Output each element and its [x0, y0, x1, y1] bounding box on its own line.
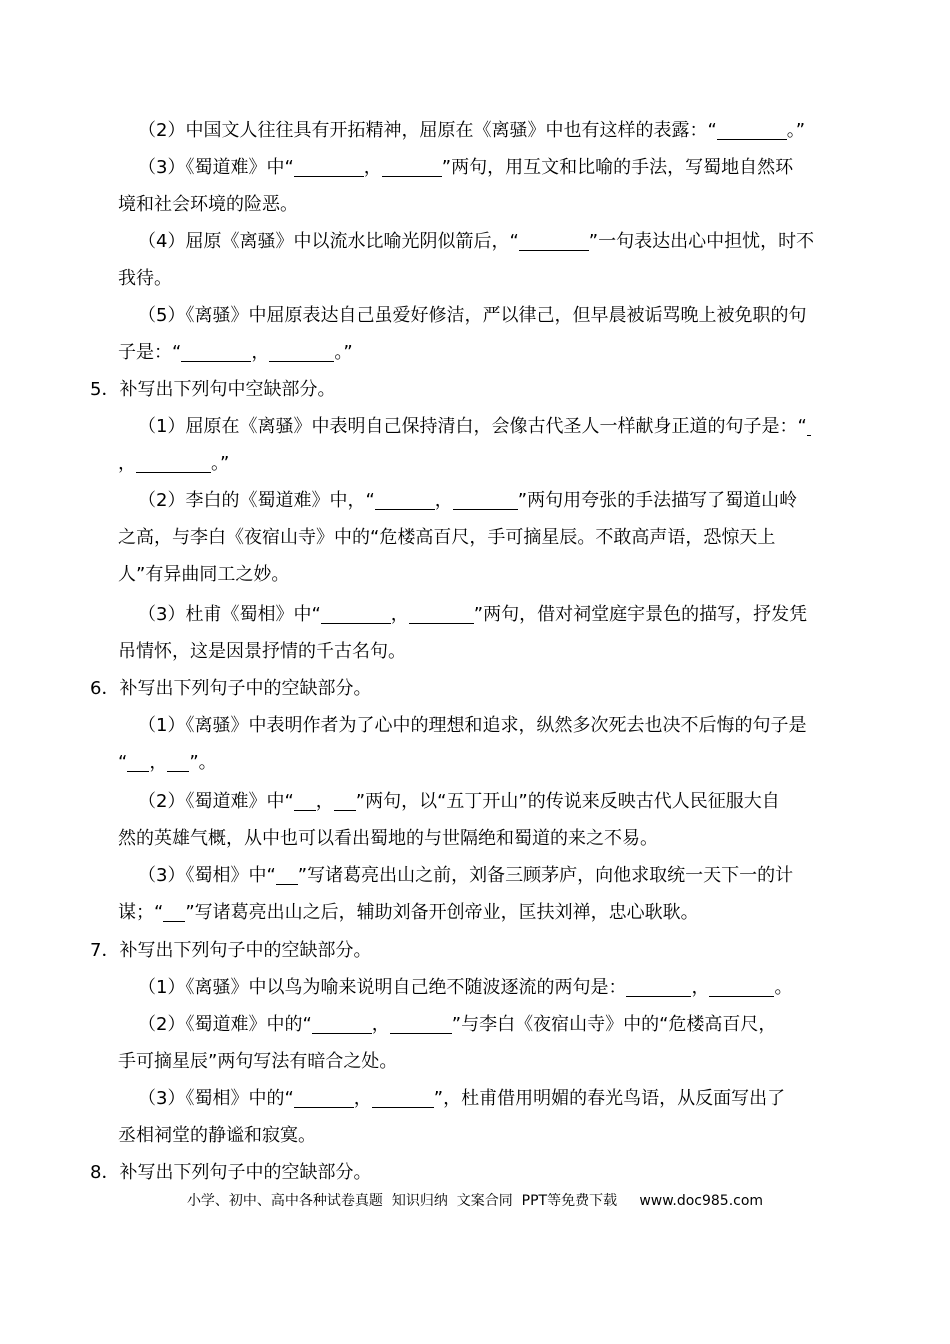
question-item-line: [138, 596, 863, 633]
text-segment: ”。: [189, 752, 217, 773]
text-segment: 境和社会环境的险恶。: [118, 194, 298, 215]
text-segment: 之高，与李白《夜宿山寺》中的“危楼高百尺，手可摘星辰。不敢高声语，恐惊天上: [118, 527, 776, 548]
text-segment: ”两句，用互文和比喻的手法，写蜀地自然环: [441, 157, 794, 178]
question-item-line: [138, 223, 863, 260]
text-segment: （5）《离骚》中屈原表达自己虽爱好修洁，严以律己，但早晨被诟骂晚上被免职的句: [138, 305, 807, 326]
answer-blank[interactable]: [294, 790, 316, 811]
answer-blank[interactable]: [409, 603, 474, 624]
text-segment: 子是：“: [118, 342, 182, 363]
text-segment: 。”: [334, 342, 353, 363]
question-item-line: [138, 1006, 863, 1043]
text-segment: 丞相祠堂的静谧和寂寞。: [118, 1125, 316, 1146]
text-segment: ，: [353, 1088, 372, 1109]
text-segment: ”一句表达出心中担忧，时不: [588, 231, 815, 252]
question-heading-line: [90, 932, 371, 969]
answer-blank[interactable]: [321, 603, 391, 624]
text-segment: （1）屈原在《离骚》中表明自己保持清白，会像古代圣人一样献身正道的句子是：“: [138, 416, 807, 437]
text-segment: （1）《离骚》中以鸟为喻来说明自己绝不随波逐流的两句是：: [138, 977, 627, 998]
answer-blank[interactable]: [807, 415, 811, 436]
text-segment: （3）《蜀相》中的“: [138, 1088, 294, 1109]
question-item-line: [118, 556, 289, 593]
question-item-line: [118, 894, 699, 931]
text-segment: 然的英雄气概，从中也可以看出蜀地的与世隔绝和蜀道的来之不易。: [118, 828, 658, 849]
text-segment: 谋；“: [118, 902, 164, 923]
answer-blank[interactable]: [276, 864, 298, 885]
question-item-line: [118, 820, 658, 857]
question-item-line: [138, 149, 863, 186]
text-segment: 手可摘星辰”两句写法有暗合之处。: [118, 1051, 398, 1072]
question-item-line: [118, 260, 172, 297]
text-segment: （2）《蜀道难》中的“: [138, 1014, 312, 1035]
question-heading-line: [90, 670, 371, 707]
question-item-line: [118, 334, 353, 371]
text-segment: ”写诸葛亮出山之前，刘备三顾茅庐，向他求取统一天下一的计: [297, 865, 794, 886]
text-segment: ”两句，借对祠堂庭宇景色的描写，抒发凭: [473, 604, 808, 625]
question-item-line: [118, 1117, 316, 1154]
text-segment: （2）《蜀道难》中“: [138, 791, 294, 812]
text-segment: ”写诸葛亮出山之后，辅助刘备开创帝业，匡扶刘禅，忠心耿耿。: [185, 902, 699, 923]
text-segment: （1）《离骚》中表明作者为了心中的理想和追求，纵然多次死去也决不后悔的句子是: [138, 715, 807, 736]
question-item-line: [138, 707, 863, 744]
text-segment: 。”: [786, 120, 806, 141]
text-segment: ，: [363, 157, 382, 178]
text-segment: 我待。: [118, 268, 172, 289]
question-item-line: [118, 445, 229, 482]
answer-blank[interactable]: [312, 1013, 372, 1034]
question-heading-line: [90, 1154, 371, 1191]
text-segment: 人”有异曲同工之妙。: [118, 564, 290, 585]
question-item-line: [138, 857, 863, 894]
text-segment: ”，杜甫借用明媚的春光鸟语，从反面写出了: [433, 1088, 786, 1109]
answer-blank[interactable]: [375, 489, 435, 510]
answer-blank[interactable]: [709, 976, 774, 997]
text-segment: （4）屈原《离骚》中以流水比喻光阴似箭后，“: [138, 231, 519, 252]
text-segment: ，: [691, 977, 710, 998]
answer-blank[interactable]: [181, 341, 251, 362]
answer-blank[interactable]: [626, 976, 691, 997]
question-item-line: [138, 112, 863, 149]
text-segment: ，: [118, 453, 136, 474]
answer-blank[interactable]: [163, 901, 185, 922]
text-segment: （3）杜甫《蜀相》中“: [138, 604, 321, 625]
text-segment: 6．补写出下列句子中的空缺部分。: [90, 678, 372, 699]
text-segment: ”与李白《夜宿山寺》中的“危楼高百尺，: [451, 1014, 777, 1035]
answer-blank[interactable]: [269, 341, 334, 362]
answer-blank[interactable]: [334, 790, 356, 811]
text-segment: （2）中国文人往往具有开拓精神，屈原在《离骚》中也有这样的表露：“: [138, 120, 717, 141]
question-item-line: [118, 633, 406, 670]
question-item-line: [118, 186, 298, 223]
answer-blank[interactable]: [294, 156, 364, 177]
question-item-line: [138, 969, 863, 1006]
text-segment: 5．补写出下列句中空缺部分。: [90, 379, 336, 400]
answer-blank[interactable]: [127, 751, 149, 772]
question-item-line: [138, 1080, 863, 1117]
question-item-line: [138, 783, 863, 820]
text-segment: 吊情怀，这是因景抒情的千古名句。: [118, 641, 406, 662]
question-item-line: [118, 744, 217, 781]
text-segment: ，: [371, 1014, 390, 1035]
answer-blank[interactable]: [294, 1087, 354, 1108]
text-segment: ，: [149, 752, 168, 773]
question-item-line: [118, 1043, 397, 1080]
text-segment: ”两句用夸张的手法描写了蜀道山岭: [517, 490, 798, 511]
text-segment: （3）《蜀道难》中“: [138, 157, 294, 178]
question-heading-line: [90, 371, 335, 408]
question-item-line: [118, 519, 775, 556]
answer-blank[interactable]: [453, 489, 518, 510]
answer-blank[interactable]: [372, 1087, 434, 1108]
text-segment: 7．补写出下列句子中的空缺部分。: [90, 940, 372, 961]
answer-blank[interactable]: [382, 156, 442, 177]
text-segment: （3）《蜀相》中“: [138, 865, 276, 886]
answer-blank[interactable]: [717, 119, 787, 140]
question-item-line: [138, 482, 863, 519]
answer-blank[interactable]: [136, 452, 211, 473]
question-item-line: [138, 408, 863, 445]
text-segment: 。”: [211, 453, 230, 474]
answer-blank[interactable]: [519, 230, 589, 251]
text-segment: 。: [774, 977, 793, 998]
text-segment: ，: [315, 791, 334, 812]
text-segment: “: [118, 752, 128, 773]
text-segment: ”两句，以“五丁开山”的传说来反映古代人民征服大自: [355, 791, 780, 812]
page-footer: 小学、初中、高中各种试卷真题 知识归纳 文案合同 PPT等免费下载 www.doc985.com: [186, 1193, 764, 1209]
text-segment: 8．补写出下列句子中的空缺部分。: [90, 1162, 372, 1183]
answer-blank[interactable]: [167, 751, 189, 772]
text-segment: ，: [434, 490, 453, 511]
text-segment: ，: [390, 604, 409, 625]
text-segment: ，: [251, 342, 270, 363]
answer-blank[interactable]: [390, 1013, 452, 1034]
text-segment: （2）李白的《蜀道难》中，“: [138, 490, 375, 511]
question-item-line: [138, 297, 863, 334]
